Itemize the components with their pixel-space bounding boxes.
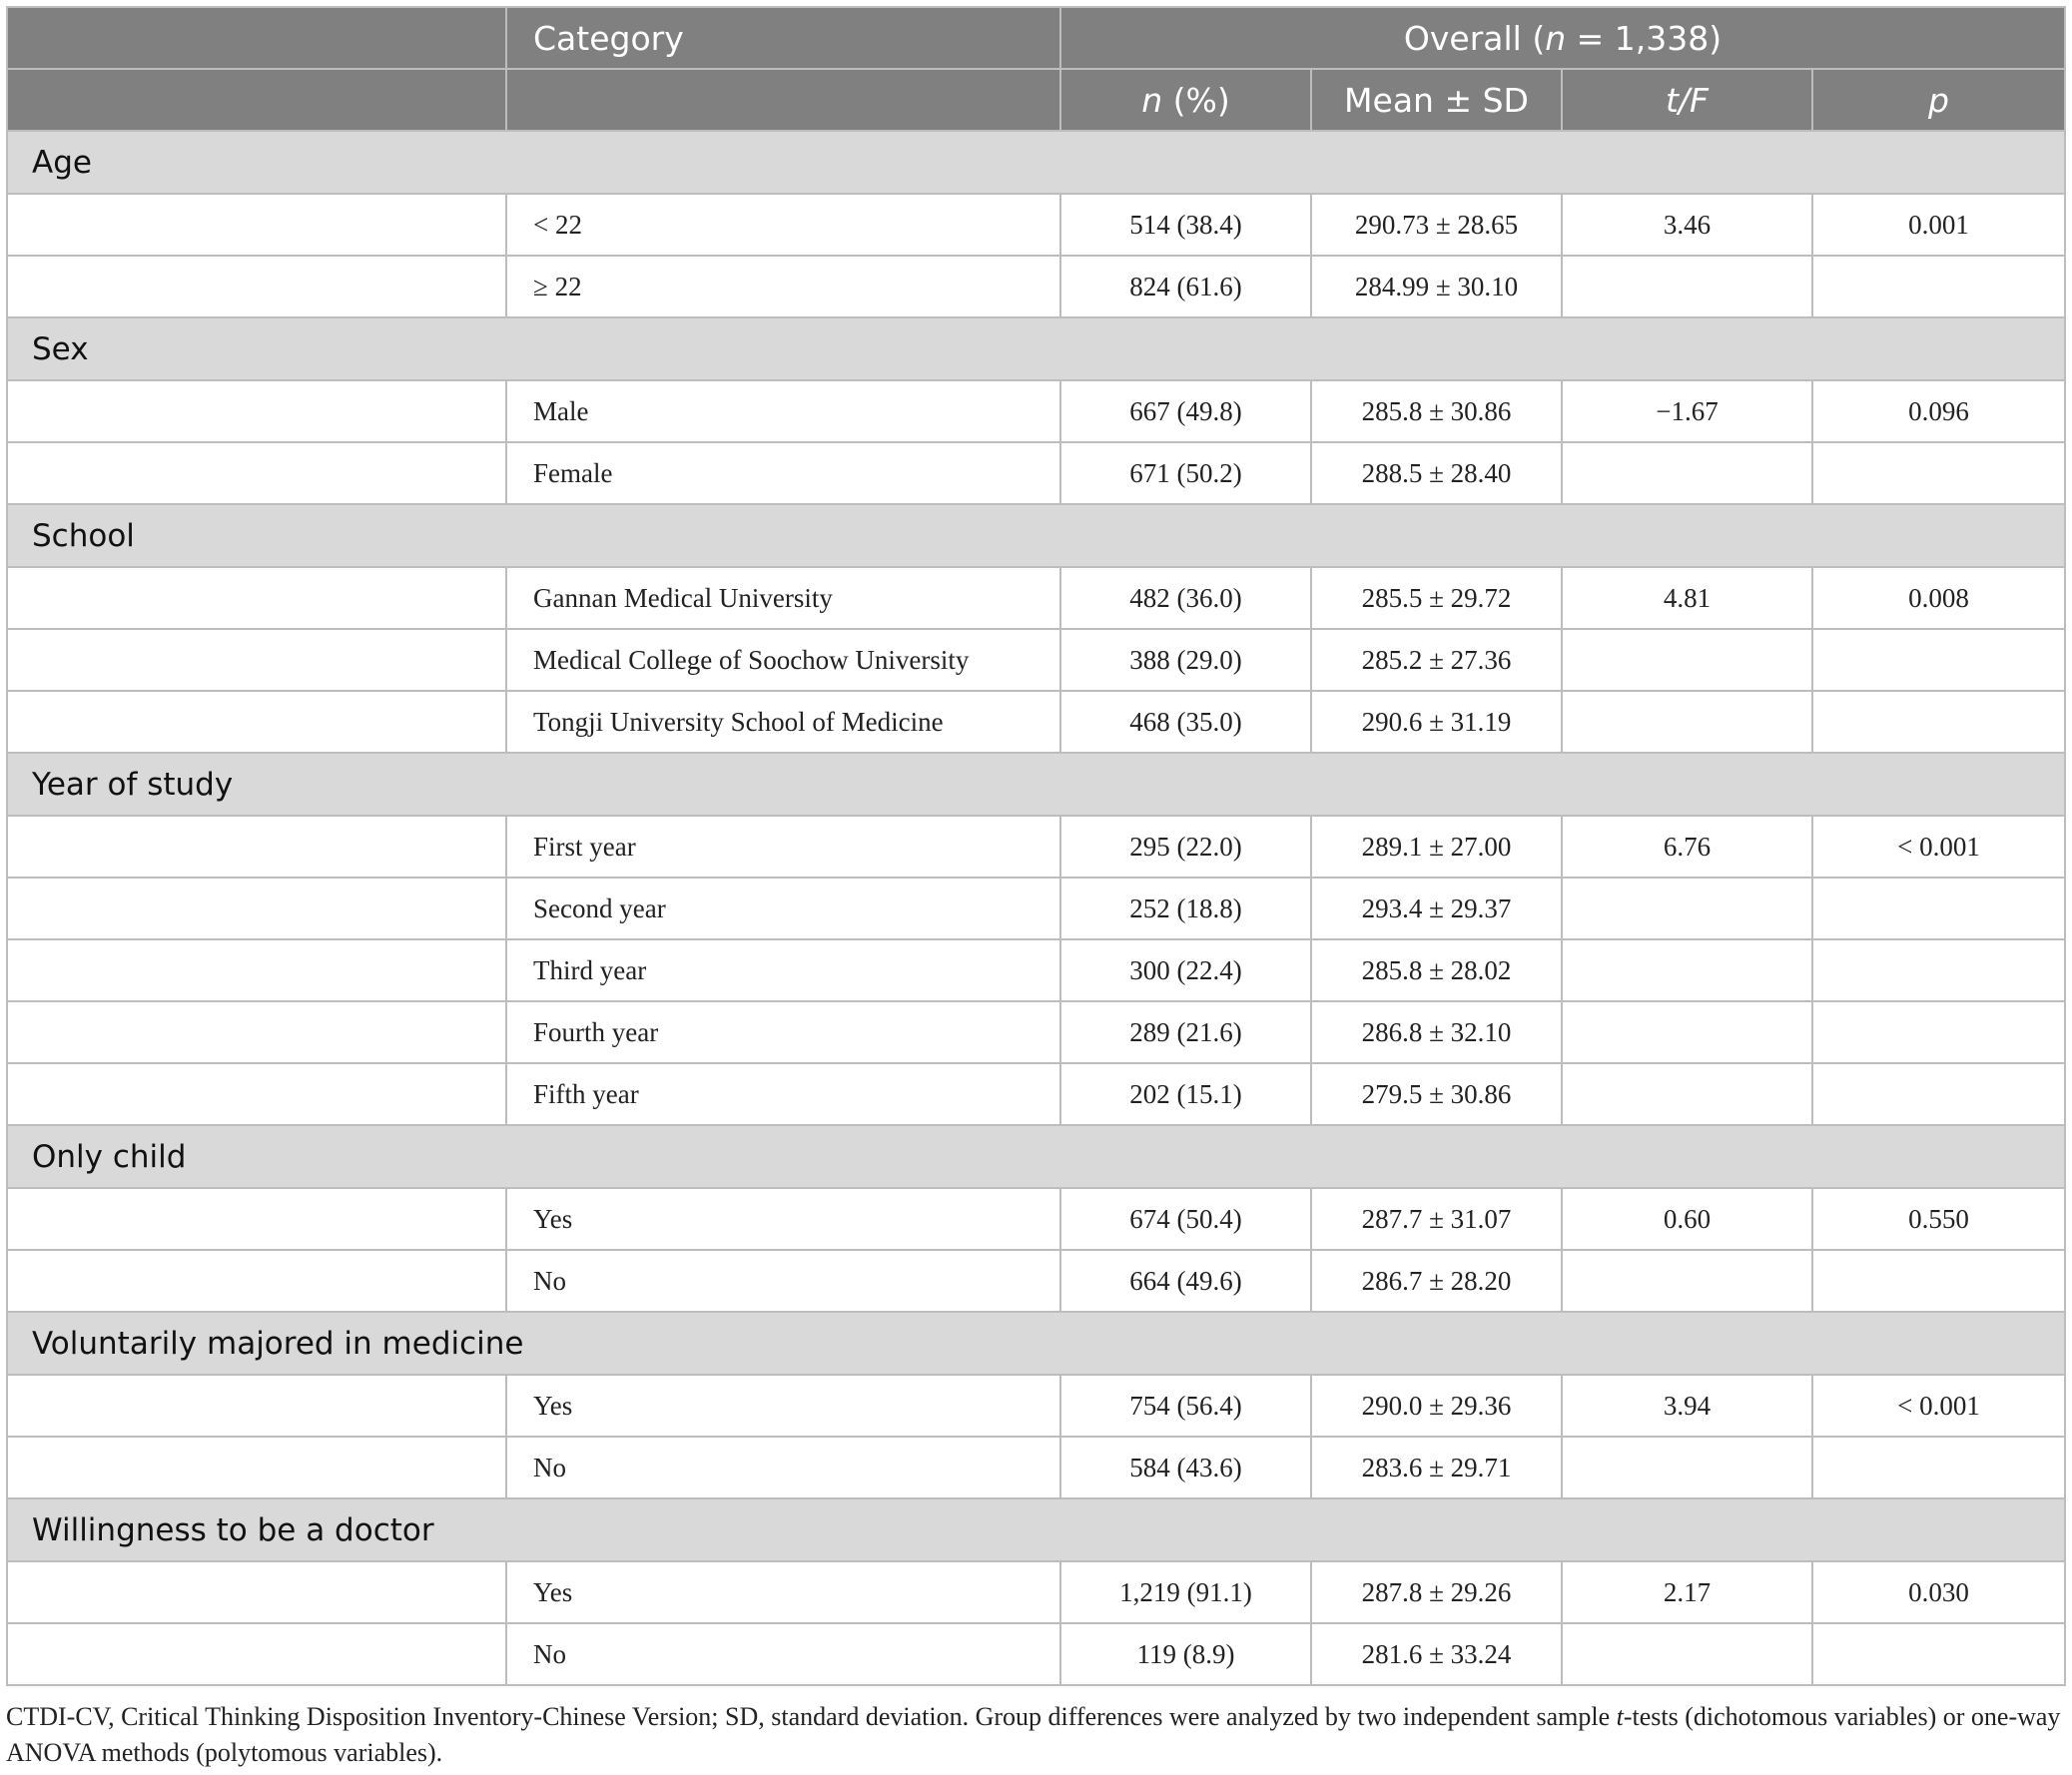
row-p: < 0.001 (1812, 1375, 2065, 1437)
row-t-f (1562, 1063, 1812, 1125)
indent-cell (7, 442, 506, 504)
row-n-percent: 1,219 (91.1) (1060, 1561, 1311, 1623)
row-mean-sd: 281.6 ± 33.24 (1311, 1623, 1562, 1685)
row-n-percent: 584 (43.6) (1060, 1437, 1311, 1498)
results-table (6, 6, 2066, 1686)
row-t-f (1562, 629, 1812, 691)
footnote-t: t (1616, 1702, 1624, 1731)
indent-cell (7, 1623, 506, 1685)
row-n-percent: 754 (56.4) (1060, 1375, 1311, 1437)
indent-cell (7, 1250, 506, 1312)
table-row (7, 380, 2065, 442)
header-overall (1060, 7, 2065, 69)
indent-cell (7, 1561, 506, 1623)
header-n: n (1141, 80, 1163, 120)
row-t-f (1562, 1001, 1812, 1063)
row-p (1812, 1437, 2065, 1498)
row-p (1812, 256, 2065, 317)
row-mean-sd: 285.8 ± 28.02 (1311, 939, 1562, 1001)
header-mean-sd: Mean ± SD (1311, 69, 1562, 131)
row-p: 0.096 (1812, 380, 2065, 442)
row-p (1812, 878, 2065, 939)
table-row (7, 691, 2065, 753)
row-p (1812, 939, 2065, 1001)
row-t-f (1562, 878, 1812, 939)
row-t-f (1562, 1250, 1812, 1312)
table-row (7, 939, 2065, 1001)
row-mean-sd: 289.1 ± 27.00 (1311, 816, 1562, 878)
header-overall-n: n (1545, 18, 1567, 58)
table-row (7, 567, 2065, 629)
row-label: Medical College of Soochow University (506, 629, 1060, 691)
group-row (7, 1312, 2065, 1375)
row-p (1812, 1001, 2065, 1063)
header-n-percent (1060, 69, 1311, 131)
row-label: ≥ 22 (506, 256, 1060, 317)
row-mean-sd: 285.8 ± 30.86 (1311, 380, 1562, 442)
row-mean-sd: 279.5 ± 30.86 (1311, 1063, 1562, 1125)
header-t-f: t/F (1562, 69, 1812, 131)
row-mean-sd: 283.6 ± 29.71 (1311, 1437, 1562, 1498)
row-n-percent: 252 (18.8) (1060, 878, 1311, 939)
row-t-f: 0.60 (1562, 1188, 1812, 1250)
row-t-f (1562, 256, 1812, 317)
header-n-suffix: (%) (1162, 80, 1230, 120)
row-mean-sd: 290.0 ± 29.36 (1311, 1375, 1562, 1437)
table-row (7, 1623, 2065, 1685)
row-n-percent: 482 (36.0) (1060, 567, 1311, 629)
row-mean-sd: 284.99 ± 30.10 (1311, 256, 1562, 317)
group-label: Willingness to be a doctor (7, 1498, 2065, 1561)
row-mean-sd: 293.4 ± 29.37 (1311, 878, 1562, 939)
group-label: Year of study (7, 753, 2065, 816)
group-row (7, 753, 2065, 816)
indent-cell (7, 567, 506, 629)
row-label: Female (506, 442, 1060, 504)
header-row-2 (7, 69, 2065, 131)
row-t-f (1562, 691, 1812, 753)
table-row (7, 816, 2065, 878)
table-footnote (6, 1699, 2063, 1771)
row-label: No (506, 1623, 1060, 1685)
indent-cell (7, 1001, 506, 1063)
row-t-f: 6.76 (1562, 816, 1812, 878)
row-p: 0.001 (1812, 194, 2065, 256)
header-overall-prefix: Overall ( (1403, 18, 1546, 58)
row-t-f: 4.81 (1562, 567, 1812, 629)
group-row (7, 1498, 2065, 1561)
header-overall-suffix: = 1,338) (1566, 18, 1723, 58)
row-p (1812, 1623, 2065, 1685)
table-body (7, 131, 2065, 1685)
row-p (1812, 691, 2065, 753)
table-row (7, 194, 2065, 256)
header-blank-2 (7, 69, 506, 131)
row-label: Tongji University School of Medicine (506, 691, 1060, 753)
group-row (7, 131, 2065, 194)
row-t-f (1562, 1623, 1812, 1685)
row-mean-sd: 286.7 ± 28.20 (1311, 1250, 1562, 1312)
group-row (7, 317, 2065, 380)
group-label: School (7, 504, 2065, 567)
row-label: Fourth year (506, 1001, 1060, 1063)
row-p: 0.550 (1812, 1188, 2065, 1250)
row-n-percent: 202 (15.1) (1060, 1063, 1311, 1125)
row-p (1812, 1063, 2065, 1125)
row-label: No (506, 1437, 1060, 1498)
row-label: No (506, 1250, 1060, 1312)
row-n-percent: 295 (22.0) (1060, 816, 1311, 878)
row-label: Male (506, 380, 1060, 442)
table-row (7, 629, 2065, 691)
indent-cell (7, 1437, 506, 1498)
indent-cell (7, 939, 506, 1001)
row-n-percent: 119 (8.9) (1060, 1623, 1311, 1685)
row-p: < 0.001 (1812, 816, 2065, 878)
table-row (7, 1437, 2065, 1498)
footnote-part-2: -tests (dichotomous variables) or one-way ANOVA methods (polytomous variables). (6, 1702, 2061, 1767)
row-n-percent: 514 (38.4) (1060, 194, 1311, 256)
row-label: Yes (506, 1375, 1060, 1437)
row-mean-sd: 286.8 ± 32.10 (1311, 1001, 1562, 1063)
row-label: Yes (506, 1188, 1060, 1250)
indent-cell (7, 816, 506, 878)
row-t-f: 3.46 (1562, 194, 1812, 256)
indent-cell (7, 1375, 506, 1437)
row-n-percent: 468 (35.0) (1060, 691, 1311, 753)
table-row (7, 1001, 2065, 1063)
header-row-1 (7, 7, 2065, 69)
row-label: Fifth year (506, 1063, 1060, 1125)
table-row (7, 878, 2065, 939)
row-mean-sd: 290.6 ± 31.19 (1311, 691, 1562, 753)
table-row (7, 1063, 2065, 1125)
row-p (1812, 442, 2065, 504)
header-p: p (1812, 69, 2065, 131)
row-label: First year (506, 816, 1060, 878)
table-row (7, 1188, 2065, 1250)
table-row (7, 256, 2065, 317)
indent-cell (7, 629, 506, 691)
table-row (7, 1250, 2065, 1312)
group-row (7, 504, 2065, 567)
row-mean-sd: 285.5 ± 29.72 (1311, 567, 1562, 629)
indent-cell (7, 1063, 506, 1125)
row-t-f (1562, 939, 1812, 1001)
row-t-f: 3.94 (1562, 1375, 1812, 1437)
row-mean-sd: 290.73 ± 28.65 (1311, 194, 1562, 256)
row-mean-sd: 288.5 ± 28.40 (1311, 442, 1562, 504)
group-label: Voluntarily majored in medicine (7, 1312, 2065, 1375)
header-blank (7, 7, 506, 69)
group-row (7, 1125, 2065, 1188)
row-n-percent: 671 (50.2) (1060, 442, 1311, 504)
indent-cell (7, 380, 506, 442)
row-p (1812, 629, 2065, 691)
indent-cell (7, 194, 506, 256)
row-n-percent: 824 (61.6) (1060, 256, 1311, 317)
group-label: Only child (7, 1125, 2065, 1188)
indent-cell (7, 878, 506, 939)
row-t-f: 2.17 (1562, 1561, 1812, 1623)
row-label: Second year (506, 878, 1060, 939)
row-t-f: −1.67 (1562, 380, 1812, 442)
footnote-part-1: CTDI-CV, Critical Thinking Disposition Inventory-Chinese Version; SD, standard deviation. Group differences were analyzed by two independent sample (6, 1702, 1617, 1731)
group-label: Sex (7, 317, 2065, 380)
row-label: < 22 (506, 194, 1060, 256)
row-n-percent: 674 (50.4) (1060, 1188, 1311, 1250)
table-row (7, 1561, 2065, 1623)
indent-cell (7, 256, 506, 317)
row-n-percent: 664 (49.6) (1060, 1250, 1311, 1312)
row-mean-sd: 287.7 ± 31.07 (1311, 1188, 1562, 1250)
header-blank-3 (506, 69, 1060, 131)
row-label: Gannan Medical University (506, 567, 1060, 629)
row-mean-sd: 285.2 ± 27.36 (1311, 629, 1562, 691)
row-p: 0.030 (1812, 1561, 2065, 1623)
row-n-percent: 300 (22.4) (1060, 939, 1311, 1001)
indent-cell (7, 691, 506, 753)
indent-cell (7, 1188, 506, 1250)
row-p: 0.008 (1812, 567, 2065, 629)
table-row (7, 442, 2065, 504)
row-mean-sd: 287.8 ± 29.26 (1311, 1561, 1562, 1623)
row-label: Third year (506, 939, 1060, 1001)
row-n-percent: 388 (29.0) (1060, 629, 1311, 691)
group-label: Age (7, 131, 2065, 194)
row-t-f (1562, 1437, 1812, 1498)
table-row (7, 1375, 2065, 1437)
row-n-percent: 667 (49.8) (1060, 380, 1311, 442)
header-category: Category (506, 7, 1060, 69)
row-n-percent: 289 (21.6) (1060, 1001, 1311, 1063)
row-label: Yes (506, 1561, 1060, 1623)
row-p (1812, 1250, 2065, 1312)
row-t-f (1562, 442, 1812, 504)
